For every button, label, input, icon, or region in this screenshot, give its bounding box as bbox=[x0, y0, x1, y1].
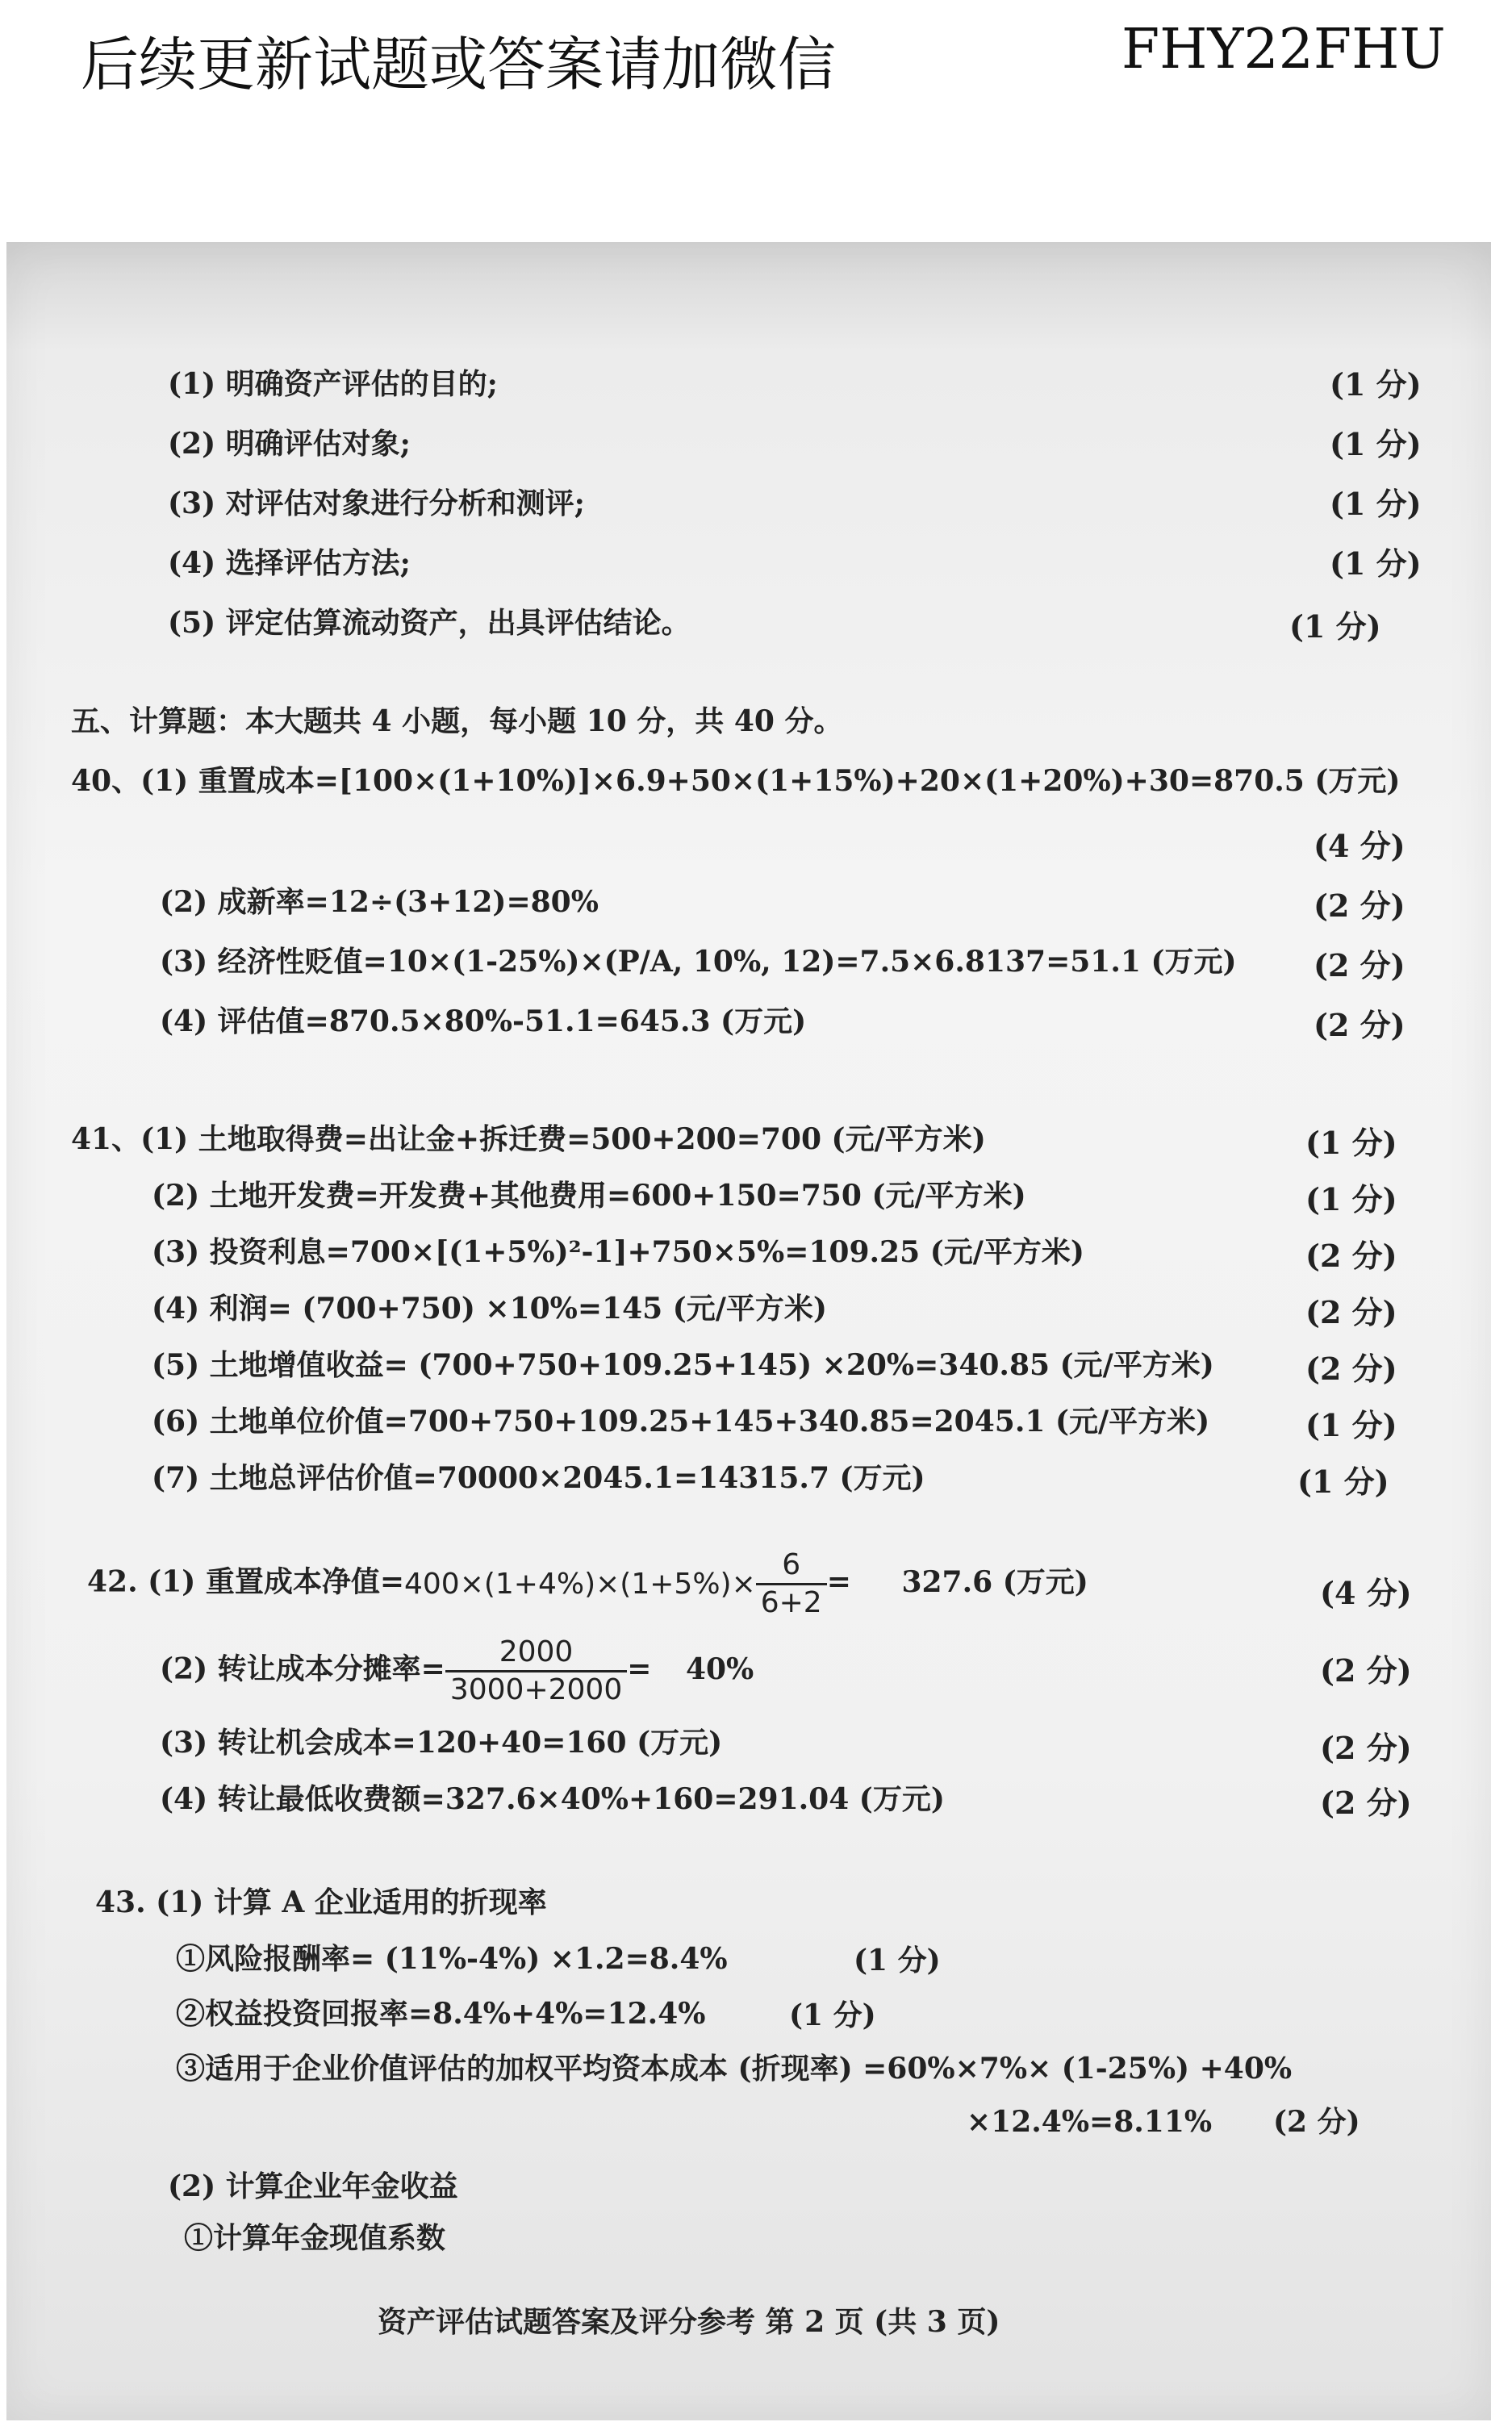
q42-score-2: (2 分) bbox=[1320, 1652, 1412, 1689]
q42-score-1: (4 分) bbox=[1320, 1575, 1412, 1611]
q42-fraction-1-num: 6 bbox=[756, 1551, 827, 1585]
q40-score-3: (2 分) bbox=[1314, 947, 1405, 983]
watermark-banner bbox=[81, 18, 1452, 98]
q41-score-5: (2 分) bbox=[1305, 1351, 1397, 1387]
page-footer: 资产评估试题答案及评分参考 第 2 页 (共 3 页) bbox=[378, 2305, 1000, 2339]
q42-fraction-2-den: 3000+2000 bbox=[449, 1673, 623, 1706]
q42-line-2 bbox=[160, 1635, 754, 1706]
q43-line-2: ①风险报酬率= (11%-4%) ×1.2=8.4% bbox=[176, 1942, 728, 1976]
step-3-score: (1 分) bbox=[1330, 486, 1422, 522]
q43-score-2: (1 分) bbox=[854, 1944, 941, 1977]
q42-line-3: (3) 转让机会成本=120+40=160 (万元) bbox=[160, 1726, 723, 1760]
q41-line-1: 41、(1) 土地取得费=出让金+拆迁费=500+200=700 (元/平方米) bbox=[71, 1122, 986, 1156]
banner-code: FHY22FHU bbox=[1121, 18, 1446, 81]
q42-eq-2: = bbox=[627, 1652, 652, 1686]
answer-sheet bbox=[6, 242, 1491, 2420]
q42-line-1 bbox=[87, 1548, 1088, 1619]
q41-line-4: (4) 利润= (700+750) ×10%=145 (元/平方米) bbox=[152, 1292, 827, 1326]
q41-line-7: (7) 土地总评估价值=70000×2045.1=14315.7 (万元) bbox=[152, 1461, 925, 1495]
q42-result-2: 40% bbox=[685, 1652, 754, 1686]
banner-text: 后续更新试题或答案请加微信 bbox=[81, 31, 837, 98]
q42-fraction-2 bbox=[445, 1635, 627, 1706]
q42-fraction-2-num: 2000 bbox=[445, 1638, 627, 1672]
step-2-score: (1 分) bbox=[1330, 426, 1422, 462]
q43-line-3: ②权益投资回报率=8.4%+4%=12.4% bbox=[176, 1997, 706, 2031]
q42-fraction-1-den: 6+2 bbox=[760, 1586, 822, 1619]
q41-line-2: (2) 土地开发费=开发费+其他费用=600+150=750 (元/平方米) bbox=[152, 1179, 1026, 1213]
step-4: (4) 选择评估方法; bbox=[168, 546, 411, 580]
step-5-score: (1 分) bbox=[1289, 608, 1381, 645]
q40-line-1: 40、(1) 重置成本=[100×(1+10%)]×6.9+50×(1+15%)+20×(1+20%)+30=870.5 (万元) bbox=[71, 764, 1401, 798]
q41-line-3: (3) 投资利息=700×[(1+5%)²-1]+750×5%=109.25 (元/平方米) bbox=[152, 1235, 1084, 1269]
q41-score-3: (2 分) bbox=[1305, 1238, 1397, 1274]
q42-expr-text: 400×(1+4%)×(1+5%)× bbox=[403, 1567, 756, 1601]
step-5: (5) 评定估算流动资产，出具评估结论。 bbox=[168, 606, 691, 640]
step-4-score: (1 分) bbox=[1330, 545, 1422, 582]
q42-eq-1: = bbox=[826, 1564, 851, 1599]
q40-line-2: (2) 成新率=12÷(3+12)=80% bbox=[160, 885, 599, 919]
q42-result-1: 327.6 (万元) bbox=[901, 1564, 1088, 1599]
q43-score-5: (2 分) bbox=[1273, 2105, 1360, 2139]
q42-line-4: (4) 转让最低收费额=327.6×40%+160=291.04 (万元) bbox=[160, 1782, 945, 1816]
q43-score-3: (1 分) bbox=[789, 1998, 876, 2032]
q42-label-1: 42. (1) 重置成本净值= bbox=[87, 1564, 404, 1599]
q41-score-7: (1 分) bbox=[1297, 1464, 1389, 1500]
q40-line-3: (3) 经济性贬值=10×(1-25%)×(P/A, 10%, 12)=7.5×6.8137=51.1 (万元) bbox=[160, 945, 1237, 979]
q41-line-6: (6) 土地单位价值=700+750+109.25+145+340.85=2045.1 (元/平方米) bbox=[152, 1405, 1210, 1439]
q43-line-4: ③适用于企业价值评估的加权平均资本成本 (折现率) =60%×7%× (1-25%) +40% bbox=[176, 2052, 1293, 2086]
q42-expr-1 bbox=[403, 1567, 756, 1601]
q43-line-6: (2) 计算企业年金收益 bbox=[168, 2169, 458, 2203]
q42-score-4: (2 分) bbox=[1320, 1785, 1412, 1821]
step-1-score: (1 分) bbox=[1330, 366, 1422, 403]
q42-label-2: (2) 转让成本分摊率= bbox=[160, 1652, 445, 1686]
q41-score-2: (1 分) bbox=[1305, 1181, 1397, 1217]
q43-line-1: 43. (1) 计算 A 企业适用的折现率 bbox=[95, 1885, 547, 1919]
q43-line-5: ×12.4%=8.11% bbox=[967, 2105, 1213, 2139]
q40-score-2: (2 分) bbox=[1314, 887, 1405, 924]
step-3: (3) 对评估对象进行分析和测评; bbox=[168, 486, 585, 520]
q41-line-5: (5) 土地增值收益= (700+750+109.25+145) ×20%=340.85 (元/平方米) bbox=[152, 1348, 1214, 1382]
step-2: (2) 明确评估对象; bbox=[168, 427, 411, 461]
section-heading: 五、计算题：本大题共 4 小题，每小题 10 分，共 40 分。 bbox=[71, 704, 843, 738]
q40-line-4: (4) 评估值=870.5×80%-51.1=645.3 (万元) bbox=[160, 1004, 807, 1038]
q42-fraction-1 bbox=[756, 1548, 827, 1619]
q41-score-4: (2 分) bbox=[1305, 1294, 1397, 1330]
q40-score-1: (4 分) bbox=[1314, 828, 1405, 864]
q43-line-7: ①计算年金现值系数 bbox=[184, 2221, 446, 2255]
q41-score-6: (1 分) bbox=[1305, 1407, 1397, 1443]
step-1: (1) 明确资产评估的目的; bbox=[168, 367, 498, 401]
q40-score-4: (2 分) bbox=[1314, 1007, 1405, 1043]
q42-score-3: (2 分) bbox=[1320, 1730, 1412, 1766]
q41-score-1: (1 分) bbox=[1305, 1125, 1397, 1161]
